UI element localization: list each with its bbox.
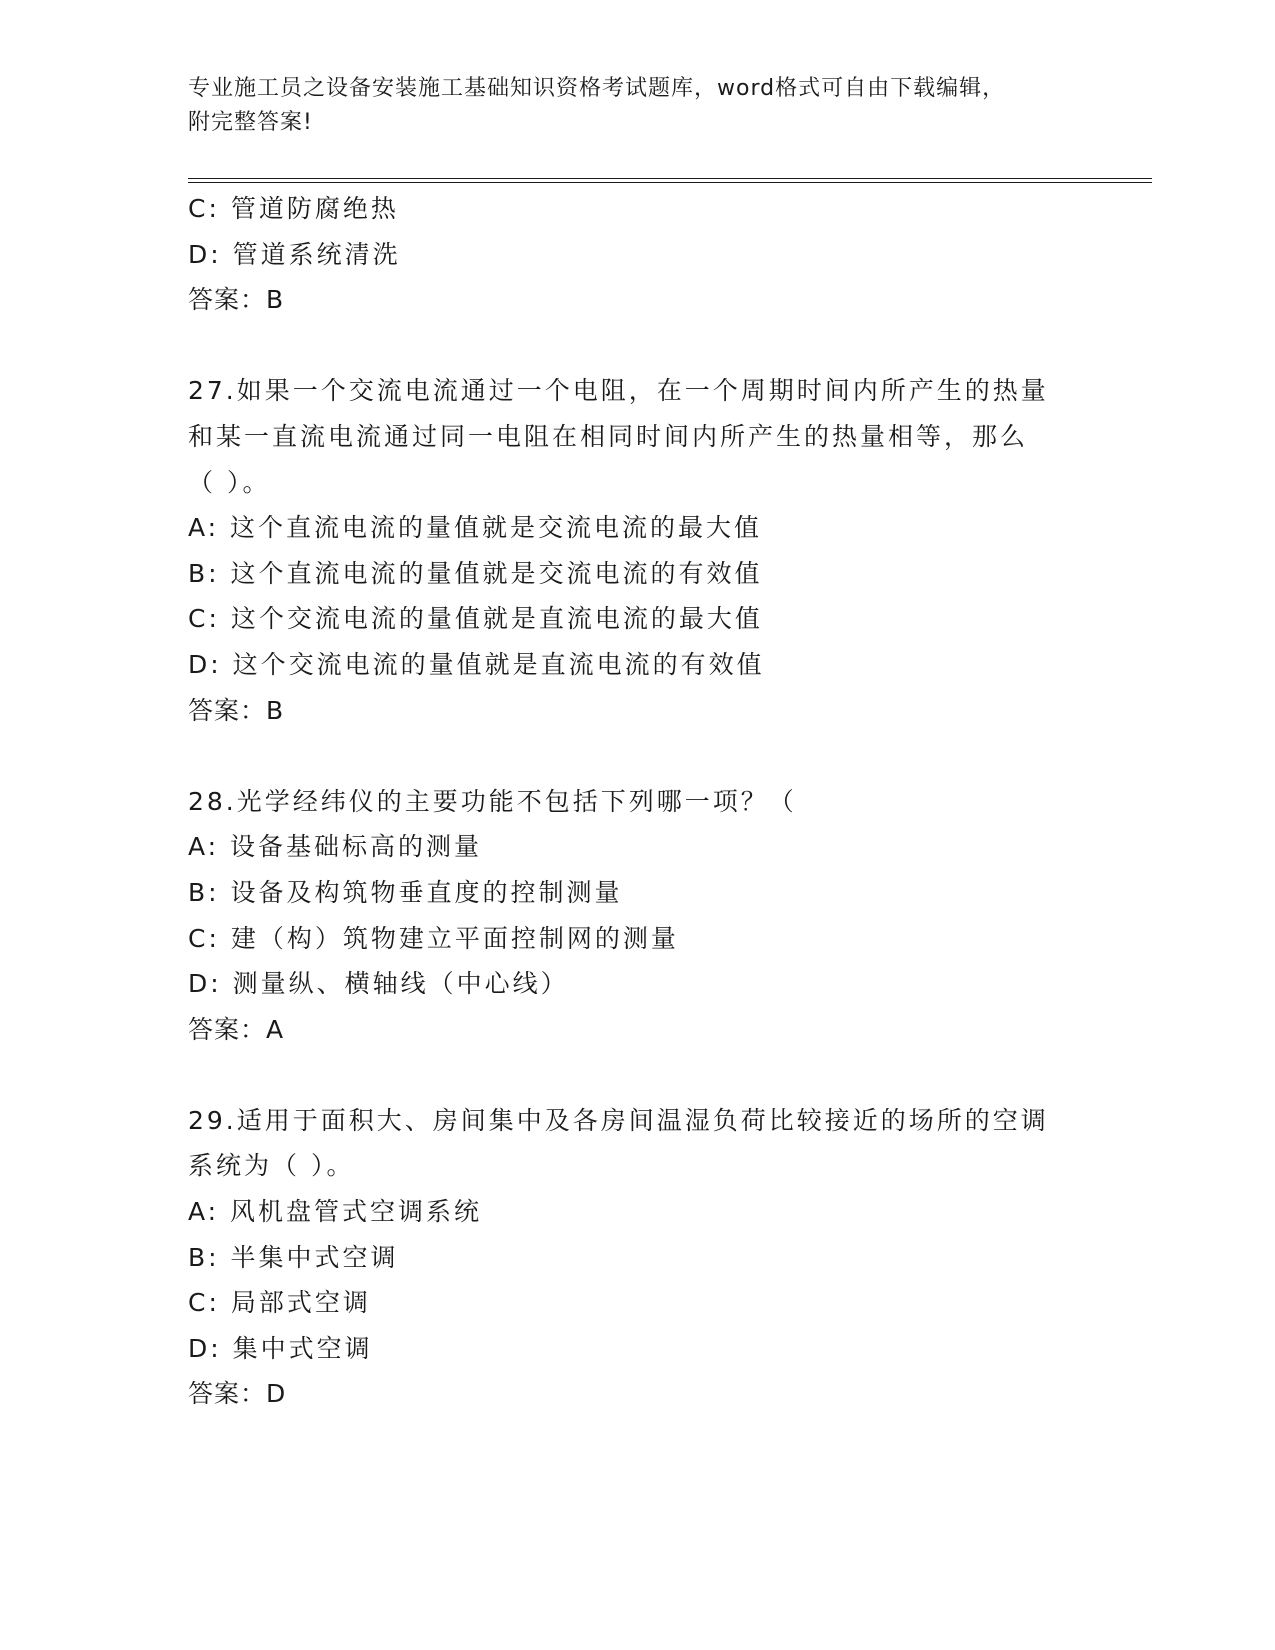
question-text-line: 和某一直流电流通过同一电阻在相同时间内所产生的热量相等，那么 bbox=[188, 421, 1029, 451]
answer: 答案：A bbox=[188, 1014, 285, 1044]
option-b: B: 这个直流电流的量值就是交流电流的有效值 bbox=[188, 558, 763, 588]
option-c: C: 建（构）筑物建立平面控制网的测量 bbox=[188, 923, 679, 953]
option-c: C: 局部式空调 bbox=[188, 1288, 371, 1318]
header-line-1: 专业施工员之设备安装施工基础知识资格考试题库，word格式可自由下载编辑， bbox=[188, 76, 1006, 101]
header-line-2: 附完整答案! bbox=[188, 110, 313, 135]
option-b: B: 半集中式空调 bbox=[188, 1242, 399, 1272]
option-d: D: 这个交流电流的量值就是直流电流的有效值 bbox=[188, 649, 765, 679]
question-26-tail bbox=[188, 186, 1088, 323]
question-text-line: 系统为（ ）。 bbox=[188, 1151, 355, 1181]
option-d: D: 测量纵、横轴线（中心线） bbox=[188, 969, 569, 999]
document-body bbox=[188, 186, 1088, 1417]
question-28 bbox=[188, 779, 1088, 1053]
option-c: C: 这个交流电流的量值就是直流电流的最大值 bbox=[188, 604, 763, 634]
answer: 答案：B bbox=[188, 695, 285, 725]
answer: 答案：D bbox=[188, 1379, 287, 1409]
option-a: A: 风机盘管式空调系统 bbox=[188, 1197, 483, 1227]
option-d: D: 管道系统清洗 bbox=[188, 239, 401, 269]
question-text-line: 27.如果一个交流电流通过一个电阻，在一个周期时间内所产生的热量 bbox=[188, 376, 1049, 406]
spacer bbox=[188, 733, 1088, 779]
header-divider-top bbox=[188, 178, 1152, 179]
option-b: B: 设备及构筑物垂直度的控制测量 bbox=[188, 877, 623, 907]
option-a: A: 这个直流电流的量值就是交流电流的最大值 bbox=[188, 513, 763, 543]
option-d: D: 集中式空调 bbox=[188, 1333, 373, 1363]
question-text-line: 29.适用于面积大、房间集中及各房间温湿负荷比较接近的场所的空调 bbox=[188, 1105, 1049, 1135]
spacer bbox=[188, 323, 1088, 369]
page-header bbox=[188, 72, 1088, 140]
answer: 答案：B bbox=[188, 285, 285, 315]
spacer bbox=[188, 1052, 1088, 1098]
option-c: C: 管道防腐绝热 bbox=[188, 194, 399, 223]
question-29 bbox=[188, 1098, 1088, 1417]
question-27 bbox=[188, 368, 1088, 733]
option-a: A: 设备基础标高的测量 bbox=[188, 832, 483, 862]
question-text-line: （ ）。 bbox=[188, 467, 271, 497]
header-divider-bottom bbox=[188, 182, 1152, 183]
question-text-line: 28.光学经纬仪的主要功能不包括下列哪一项？（ bbox=[188, 786, 797, 816]
